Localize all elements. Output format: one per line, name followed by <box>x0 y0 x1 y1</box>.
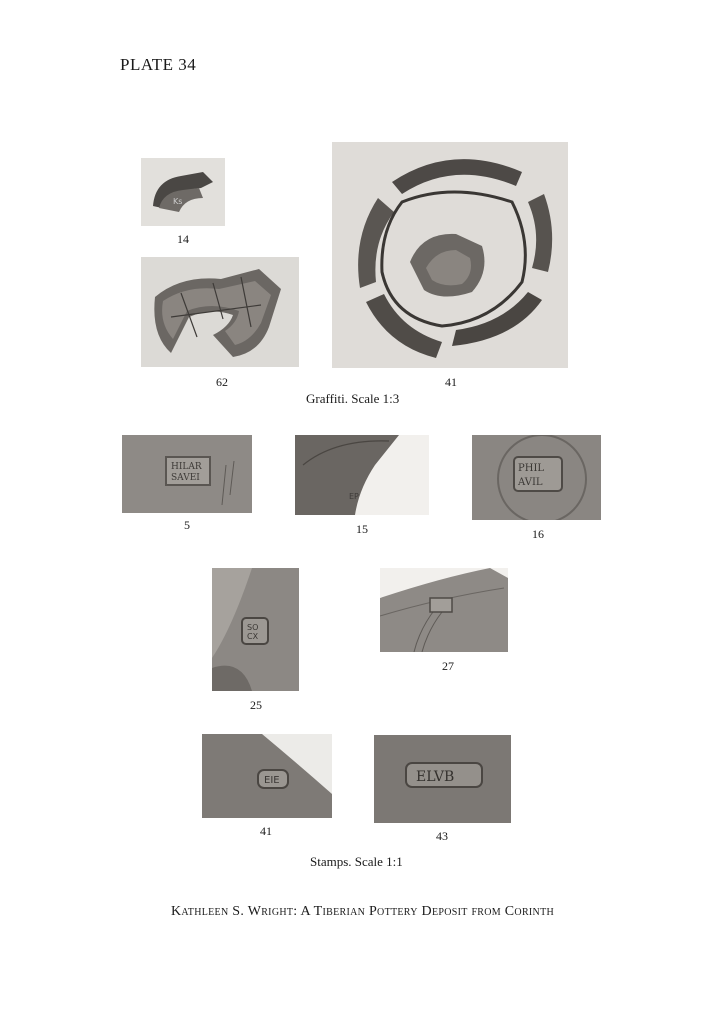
stamp-photo-5 <box>122 435 252 513</box>
svg-text:HILAR: HILAR <box>171 462 202 472</box>
graffiti-label-14: 14 <box>177 232 189 246</box>
footer-attribution: Kathleen S. Wright: A Tiberian Pottery Deposit from Corinth <box>170 904 555 919</box>
graffiti-caption: Graffiti. Scale 1:3 <box>306 391 400 406</box>
stamp-photo-41 <box>202 734 332 818</box>
stamp-label-41: 41 <box>260 824 272 838</box>
svg-text:ELVB: ELVB <box>416 769 455 785</box>
stamp-label-27: 27 <box>442 659 454 673</box>
stamps-caption: Stamps. Scale 1:1 <box>310 854 403 869</box>
stamp-photo-43 <box>374 735 511 823</box>
stamp-label-5: 5 <box>184 518 190 532</box>
svg-text:AVIL: AVIL <box>518 477 543 488</box>
graffiti-photo-41 <box>332 142 568 368</box>
stamp-label-25: 25 <box>250 698 262 712</box>
svg-text:SO: SO <box>247 623 259 632</box>
svg-text:SAVEI: SAVEI <box>171 473 200 483</box>
graffiti-photo-62 <box>141 257 299 367</box>
stamp-label-43: 43 <box>436 829 448 843</box>
stamp-label-16: 16 <box>532 527 544 541</box>
svg-text:CX: CX <box>247 632 259 641</box>
graffiti-label-41: 41 <box>445 375 457 389</box>
svg-text:EP: EP <box>349 492 359 501</box>
stamp-label-15: 15 <box>356 522 368 536</box>
stamp-photo-25 <box>212 568 299 691</box>
stamp-photo-15 <box>295 435 429 515</box>
graffiti-photo-14 <box>141 158 225 226</box>
plate-title: PLATE 34 <box>120 55 197 74</box>
stamp-photo-16 <box>472 435 601 520</box>
graffiti-label-62: 62 <box>216 375 228 389</box>
svg-text:Ks: Ks <box>173 197 183 206</box>
svg-text:PHIL: PHIL <box>518 463 545 474</box>
svg-text:EIE: EIE <box>264 775 280 786</box>
stamp-photo-27 <box>380 568 508 652</box>
